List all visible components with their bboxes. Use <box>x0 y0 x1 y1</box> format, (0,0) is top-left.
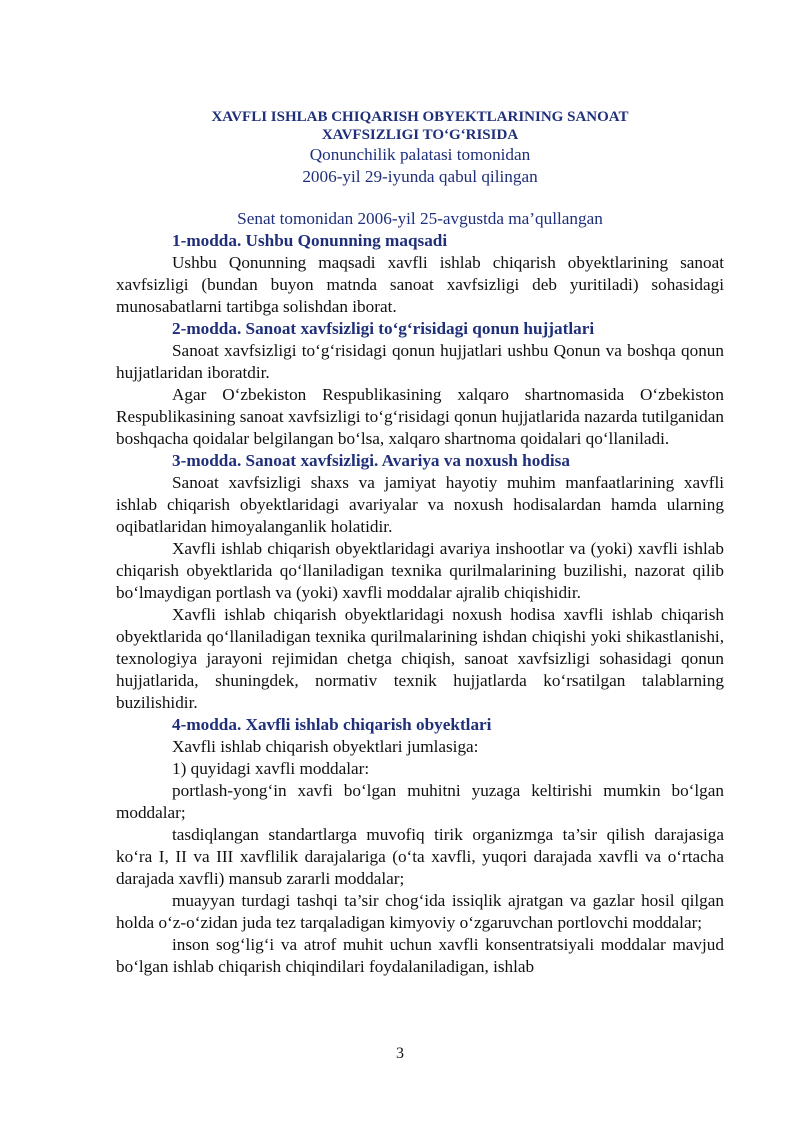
document-title <box>116 108 724 144</box>
approval-note: Senat tomonidan 2006-yil 25-avgustda ma’qullangan <box>237 209 603 228</box>
article-4 <box>116 714 724 978</box>
title-line-1: XAVFLI ISHLAB CHIQARISH OBYEKTLARINING SANOAT <box>211 109 629 125</box>
article-heading: 3-modda. Sanoat xavfsizligi. Avariya va noxush hodisa <box>172 451 570 470</box>
article-paragraph: Xavfli ishlab chiqarish obyektlaridagi noxush hodisa xavfli ishlab chiqarish obyektlarida qo‘llaniladigan texnika qurilmalarining ishdan chiqishi yoki shikastlanishi, texnologiya jarayoni rejimidan chetga chiqish, sanoat xavfsizligi sohasidagi qonun hujjatlarida, shuningdek, normativ texnik hujjatlarda ko‘rsatilgan talablarning buzilishidir. <box>116 605 724 712</box>
article-paragraph: tasdiqlangan standartlarga muvofiq tirik organizmga ta’sir qilish darajasiga ko‘ra I, II va III xavflilik darajalariga (o‘ta xavfli, yuqori darajada xavfli va o‘rtacha darajada xavfli) mansub zararli moddalar; <box>116 825 724 888</box>
article-paragraph: Ushbu Qonunning maqsadi xavfli ishlab chiqarish obyektlarining sanoat xavfsizligi (bundan buyon matnda sanoat xavfsizligi deb yuritiladi) sohasidagi munosabatlarni tartibga solishdan iborat. <box>116 253 724 316</box>
article-paragraph: Sanoat xavfsizligi to‘g‘risidagi qonun hujjatlari ushbu Qonun va boshqa qonun hujjatlaridan iboratdir. <box>116 341 724 382</box>
article-paragraph: muayyan turdagi tashqi ta’sir chog‘ida issiqlik ajratgan va gazlar hosil qilgan holda o‘z-o‘zidan juda tez tarqaladigan kimyoviy o‘zgaruvchan portlovchi moddalar; <box>116 891 724 932</box>
page-number: 3 <box>396 1045 404 1062</box>
adoption-line-1: Qonunchilik palatasi tomonidan <box>309 145 531 164</box>
spacer <box>116 188 724 208</box>
article-1 <box>116 230 724 318</box>
article-heading: 4-modda. Xavfli ishlab chiqarish obyektlari <box>172 715 492 734</box>
article-3 <box>116 450 724 714</box>
article-paragraph: portlash-yong‘in xavfi bo‘lgan muhitni yuzaga keltirishi mumkin bo‘lgan moddalar; <box>116 781 724 822</box>
title-line-2: XAVFSIZLIGI TO‘G‘RISIDA <box>321 127 519 143</box>
article-heading: 1-modda. Ushbu Qonunning maqsadi <box>172 231 448 250</box>
article-paragraph: inson sog‘lig‘i va atrof muhit uchun xavfli konsentratsiyali moddalar mavjud bo‘lgan ishlab chiqarish chiqindilari foydalaniladigan, ishlab <box>116 935 724 976</box>
article-paragraph: Sanoat xavfsizligi shaxs va jamiyat hayotiy muhim manfaatlarining xavfli ishlab chiqarish obyektlaridagi avariyalar va noxush hodisalardan hamda ularning oqibatlaridan himoyalanganlik holatidir. <box>116 473 724 536</box>
article-paragraph: Xavfli ishlab chiqarish obyektlaridagi avariya inshootlar va (yoki) xavfli ishlab chiqarish obyektlarida qo‘llaniladigan texnika qurilmalarining buzilishi, nazorat qilib bo‘lmaydigan portlash va (yoki) xavfli moddalar ajralib chiqishidir. <box>116 539 724 602</box>
article-paragraph: 1) quyidagi xavfli moddalar: <box>172 759 370 778</box>
article-2 <box>116 318 724 450</box>
article-heading: 2-modda. Sanoat xavfsizligi to‘g‘risidagi qonun hujjatlari <box>172 319 595 338</box>
adoption-note <box>116 144 724 188</box>
article-paragraph: Agar O‘zbekiston Respublikasining xalqaro shartnomasida O‘zbekiston Respublikasining sanoat xavfsizligi to‘g‘risidagi qonun hujjatlarida nazarda tutilganidan boshqacha qoidalar belgilangan bo‘lsa, xalqaro shartnoma qoidalari qo‘llaniladi. <box>116 385 724 448</box>
adoption-line-2: 2006-yil 29-iyunda qabul qilingan <box>302 167 538 186</box>
document-page <box>116 108 724 978</box>
article-paragraph: Xavfli ishlab chiqarish obyektlari jumlasiga: <box>172 737 479 756</box>
